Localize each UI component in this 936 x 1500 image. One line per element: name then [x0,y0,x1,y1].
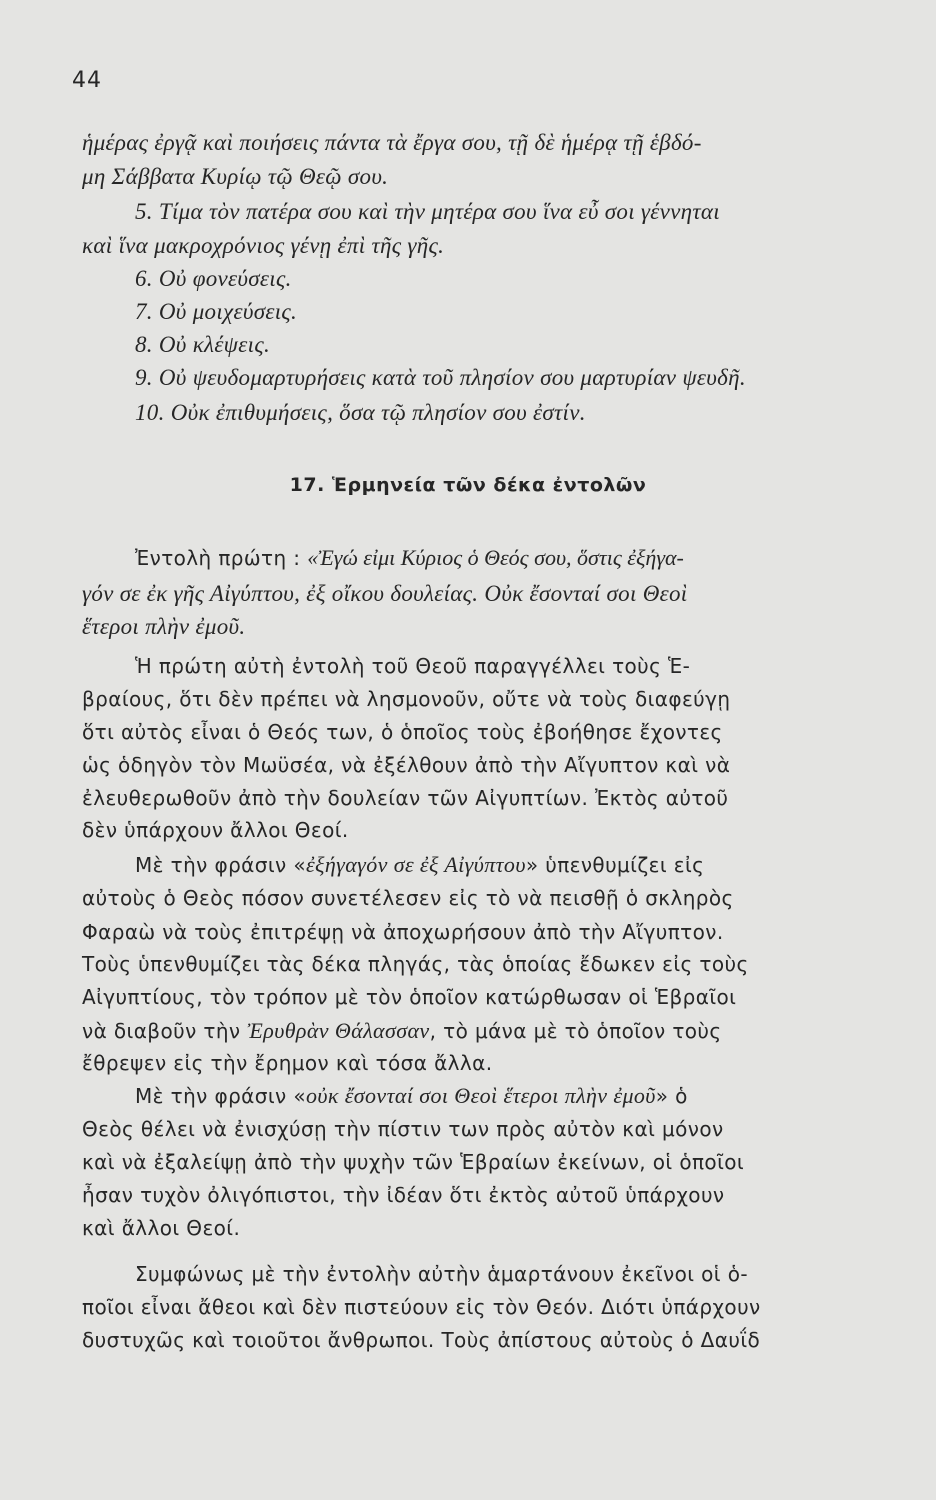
paragraph-line: Θεὸς θέλει νὰ ἐνισχύσῃ τὴν πίστιν των πρὸς αὐτὸν καὶ μόνον [82,1117,724,1141]
quoted-phrase: οὐκ ἔσονταί σοι Θεοὶ ἕτεροι πλὴν ἐμοῦ [305,1083,656,1108]
paragraph-line: Ἡ πρώτη αὐτὴ ἐντολὴ τοῦ Θεοῦ παραγγέλλει τοὺς Ἑ- [135,654,691,678]
paragraph-line: ὡς ὁδηγὸν τὸν Μωϋσέα, νὰ ἐξέλθουν ἀπὸ τὴν Αἴγυπτον καὶ νὰ [82,753,731,777]
paragraph-text: » ὁ [655,1084,688,1108]
commandments-line: 10. Οὐκ ἐπιθυμήσεις, ὅσα τῷ πλησίον σου ἐστίν. [135,400,586,425]
paragraph-text: Μὲ τὴν φράσιν « [135,853,306,877]
paragraph-text: Μὲ τὴν φράσιν « [135,1084,306,1108]
page-number: 44 [72,68,102,93]
paragraph-line: Συμφώνως μὲ τὴν ἐντολὴν αὐτὴν ἁμαρτάνουν ἐκεῖνοι οἱ ὁ- [135,1262,748,1286]
paragraph-text: » ὑπενθυμίζει εἰς [525,853,705,877]
first-commandment-quote: ἕτεροι πλὴν ἐμοῦ. [82,614,246,639]
first-commandment-quote: γόν σε ἐκ γῆς Αἰγύπτου, ἐξ οἴκου δουλείας. Οὐκ ἔσονταί σοι Θεοὶ [82,581,688,606]
first-commandment-lead: Ἐντολὴ πρώτη : [135,546,308,570]
paragraph-line [135,1083,688,1109]
first-commandment-quote: «Ἐγώ εἰμι Κύριος ὁ Θεός σου, ὅστις ἐξήγα- [307,545,684,570]
paragraph-line: ἦσαν τυχὸν ὀλιγόπιστοι, τὴν ἰδέαν ὅτι ἐκτὸς αὐτοῦ ὑπάρχουν [82,1183,725,1207]
commandments-line: 6. Οὐ φονεύσεις. [135,266,292,291]
paragraph-line: δὲν ὑπάρχουν ἄλλοι Θεοί. [82,818,349,842]
paragraph-line: αὐτοὺς ὁ Θεὸς πόσον συνετέλεσεν εἰς τὸ νὰ πεισθῇ ὁ σκληρὸς [82,886,734,910]
paragraph-line: βραίους, ὅτι δὲν πρέπει νὰ λησμονοῦν, οὔτε νὰ τοὺς διαφεύγῃ [82,687,731,711]
commandments-line: μη Σάββατα Κυρίῳ τῷ Θεῷ σου. [82,164,389,189]
paragraph-line: ἔθρεψεν εἰς τὴν ἔρημον καὶ τόσα ἄλλα. [82,1051,493,1075]
paragraph-line: καὶ ἄλλοι Θεοί. [82,1216,241,1240]
paragraph-line: δυστυχῶς καὶ τοιοῦτοι ἄνθρωποι. Τοὺς ἀπίστους αὐτοὺς ὁ Δαυΐδ [82,1328,761,1352]
first-commandment-line [135,545,684,571]
paragraph-line: καὶ νὰ ἐξαλείψῃ ἀπὸ τὴν ψυχὴν τῶν Ἑβραίων ἐκείνων, οἱ ὁποῖοι [82,1150,745,1174]
commandments-line: 9. Οὐ ψευδομαρτυρήσεις κατὰ τοῦ πλησίον σου μαρτυρίαν ψευδῆ. [135,365,746,390]
commandments-line: 8. Οὐ κλέψεις. [135,332,271,357]
commandments-line: 5. Τίμα τὸν πατέρα σου καὶ τὴν μητέρα σου ἵνα εὖ σοι γέννηται [135,199,720,224]
quoted-phrase: Ἐρυθρὰν Θάλασσαν [247,1018,430,1043]
paragraph-line [135,852,704,878]
paragraph-line: Φαραὼ νὰ τοὺς ἐπιτρέψῃ νὰ ἀποχωρήσουν ἀπὸ τὴν Αἴγυπτον. [82,920,724,944]
paragraph-line: ἐλευθερωθοῦν ἀπὸ τὴν δουλείαν τῶν Αἰγυπτίων. Ἐκτὸς αὐτοῦ [82,786,729,810]
commandments-line: ἡμέρας ἐργᾷ καὶ ποιήσεις πάντα τὰ ἔργα σου, τῇ δὲ ἡμέρᾳ τῇ ἑβδό- [82,130,702,155]
commandments-line: 7. Οὐ μοιχεύσεις. [135,299,298,324]
paragraph-line: Τοὺς ὑπενθυμίζει τὰς δέκα πληγάς, τὰς ὁποίας ἔδωκεν εἰς τοὺς [82,952,749,976]
paragraph-line: ποῖοι εἶναι ἄθεοι καὶ δὲν πιστεύουν εἰς τὸν Θεόν. Διότι ὑπάρχουν [82,1295,761,1319]
section-heading: 17. Ἑρμηνεία τῶν δέκα ἐντολῶν [289,474,647,496]
paragraph-line: ὅτι αὐτὸς εἶναι ὁ Θεός των, ὁ ὁποῖος τοὺς ἐβοήθησε ἔχοντες [82,720,723,744]
paragraph-text: νὰ διαβοῦν τὴν [82,1019,248,1043]
commandments-line: καὶ ἵνα μακροχρόνιος γένῃ ἐπὶ τῆς γῆς. [82,233,445,258]
paragraph-line: Αἰγυπτίους, τὸν τρόπον μὲ τὸν ὁποῖον κατώρθωσαν οἱ Ἑβραῖοι [82,985,737,1009]
paragraph-text: , τὸ μάνα μὲ τὸ ὁποῖον τοὺς [429,1019,722,1043]
paragraph-line [82,1018,722,1044]
quoted-phrase: ἐξήγαγόν σε ἐξ Αἰγύπτου [305,852,526,877]
